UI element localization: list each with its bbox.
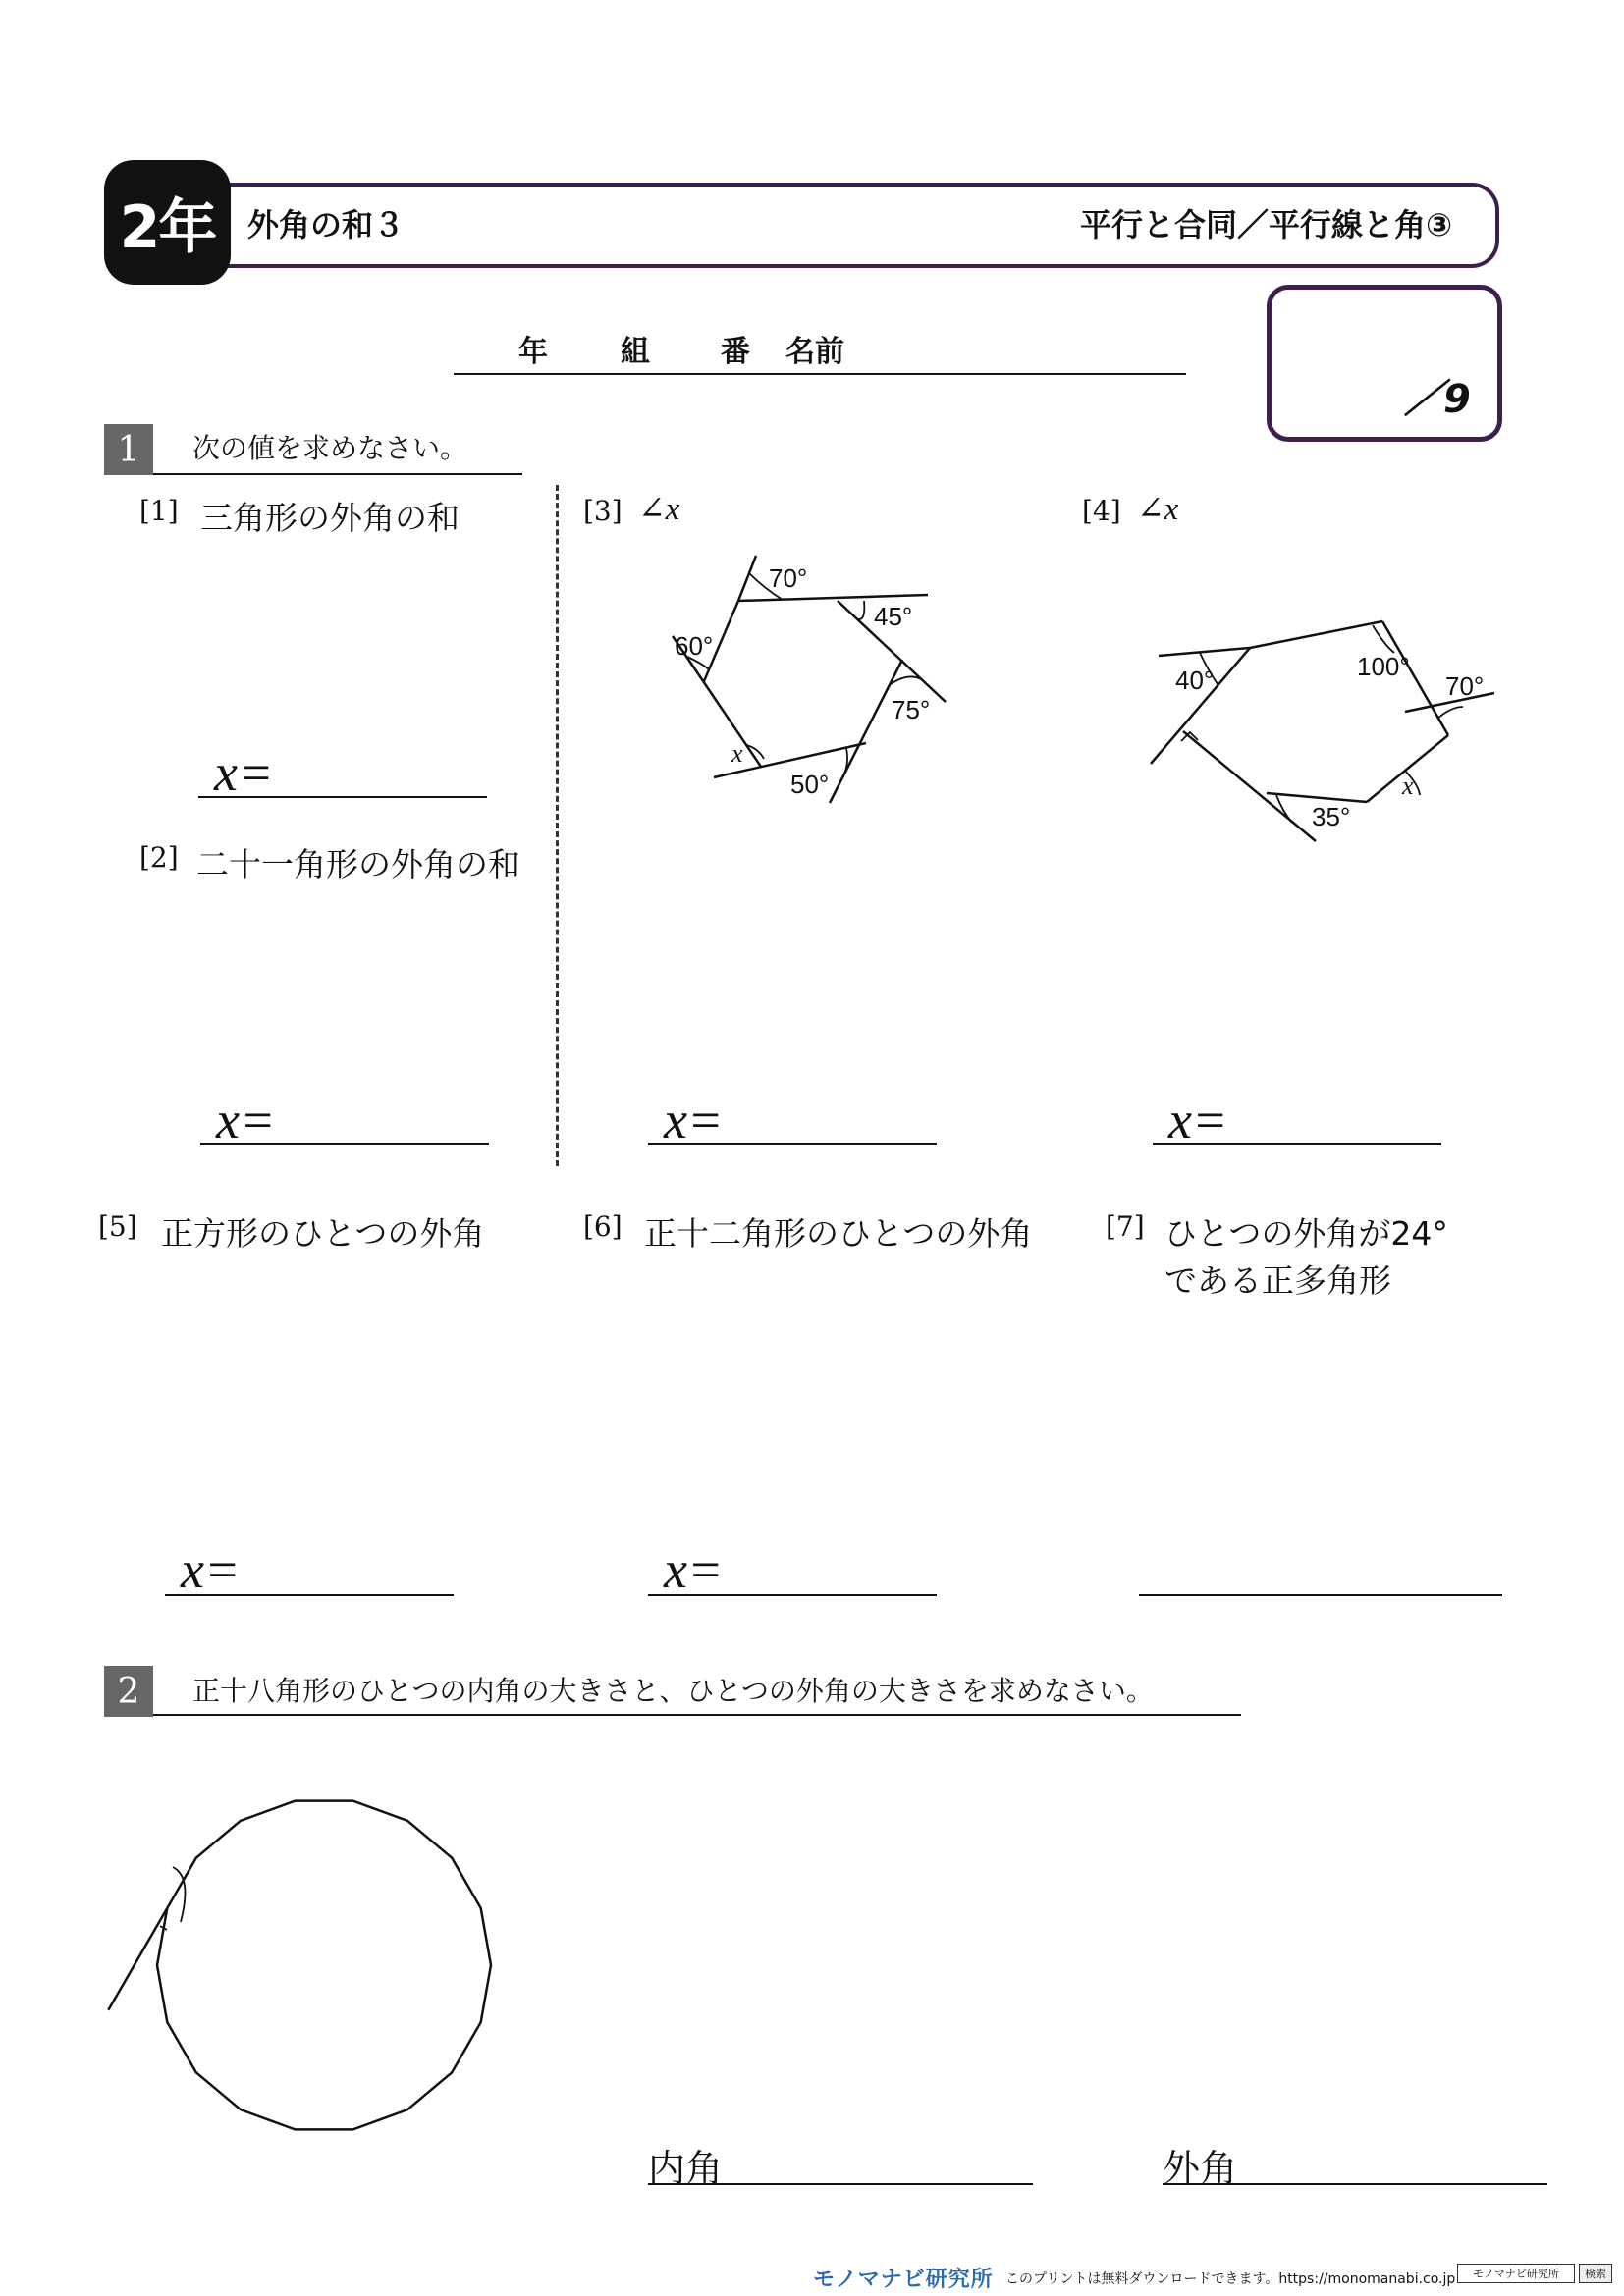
number-label: 番 xyxy=(721,335,750,369)
q7-answer-line xyxy=(1139,1594,1502,1596)
name-line xyxy=(454,373,1186,375)
exterior-angle-label: 外角 xyxy=(1163,2147,1238,2190)
q3-angle-75: 75° xyxy=(892,695,931,724)
q6-text: 正十二角形のひとつの外角 xyxy=(644,1214,1033,1253)
q7-text-line2: である正多角形 xyxy=(1164,1261,1391,1300)
section1-underline xyxy=(153,473,522,475)
footer-search-box[interactable]: モノマナビ研究所 xyxy=(1457,2264,1575,2283)
q6-answer-line xyxy=(648,1594,937,1596)
interior-angle-line xyxy=(648,2183,1033,2185)
q3-answer-line xyxy=(648,1143,937,1145)
q4-pentagon-figure xyxy=(1139,609,1512,854)
q3-angle-60: 60° xyxy=(675,631,714,661)
q4-angle-40: 40° xyxy=(1175,666,1215,695)
year-label: 年 xyxy=(518,335,548,369)
q1-answer-prefix: x= xyxy=(214,743,274,802)
unit-title: 平行と合同／平行線と角③ xyxy=(1080,206,1453,243)
q3-angle-50: 50° xyxy=(790,770,830,799)
section1-instruction: 次の値を求めなさい。 xyxy=(192,432,468,464)
brand-logo: モノマナビ研究所 xyxy=(813,2268,994,2292)
q4-text: ∠x xyxy=(1137,492,1179,527)
q1-answer-line xyxy=(198,796,487,798)
score-total: ／9 xyxy=(1404,377,1471,422)
q3-angle-x: x xyxy=(731,739,743,768)
section1-number: 1 xyxy=(104,424,153,475)
q5-text: 正方形のひとつの外角 xyxy=(161,1214,485,1253)
footer-text: このプリントは無料ダウンロードできます。https://monomanabi.co.jp xyxy=(1005,2271,1456,2287)
q5-answer-line xyxy=(165,1594,454,1596)
q2-answer-line xyxy=(200,1143,489,1145)
q3-text: ∠x xyxy=(638,492,680,527)
q2-number: [2] xyxy=(139,841,179,874)
q6-number: [6] xyxy=(583,1210,623,1243)
q4-answer-line xyxy=(1153,1143,1441,1145)
name-label: 名前 xyxy=(785,335,844,369)
q7-text-line1: ひとつの外角が24° xyxy=(1164,1214,1448,1253)
q4-angle-100: 100° xyxy=(1357,652,1410,681)
grade-badge: 2年 xyxy=(104,160,231,285)
column-divider xyxy=(556,485,559,1166)
q4-answer-prefix: x= xyxy=(1168,1091,1228,1149)
class-label: 組 xyxy=(621,335,650,369)
q3-angle-45: 45° xyxy=(874,602,913,631)
section2-underline xyxy=(153,1714,1241,1716)
q3-angle-70: 70° xyxy=(769,563,808,593)
q2-text: 二十一角形の外角の和 xyxy=(196,845,520,883)
worksheet-title: 外角の和３ xyxy=(247,206,406,243)
q4-number: [4] xyxy=(1082,495,1121,527)
q7-number: [7] xyxy=(1106,1210,1145,1243)
interior-angle-label: 内角 xyxy=(648,2147,724,2190)
footer-search-button[interactable]: 検索 xyxy=(1579,2264,1612,2283)
q1-number: [1] xyxy=(139,495,179,527)
q6-answer-prefix: x= xyxy=(664,1540,724,1599)
q4-angle-35: 35° xyxy=(1312,802,1351,831)
q2-answer-prefix: x= xyxy=(216,1091,276,1149)
section2-number: 2 xyxy=(104,1666,153,1717)
q4-angle-x: x xyxy=(1402,772,1414,800)
q5-answer-prefix: x= xyxy=(181,1540,241,1599)
exterior-angle-line xyxy=(1163,2183,1547,2185)
section2-instruction: 正十八角形のひとつの内角の大きさと、ひとつの外角の大きさを求めなさい。 xyxy=(192,1675,1154,1707)
q3-number: [3] xyxy=(583,495,623,527)
q3-pentagon-figure xyxy=(648,550,962,815)
q1-text: 三角形の外角の和 xyxy=(200,499,460,537)
q4-angle-70: 70° xyxy=(1445,671,1485,701)
q3-answer-prefix: x= xyxy=(664,1091,724,1149)
q5-number: [5] xyxy=(98,1210,137,1243)
octadecagon-figure xyxy=(98,1777,511,2150)
